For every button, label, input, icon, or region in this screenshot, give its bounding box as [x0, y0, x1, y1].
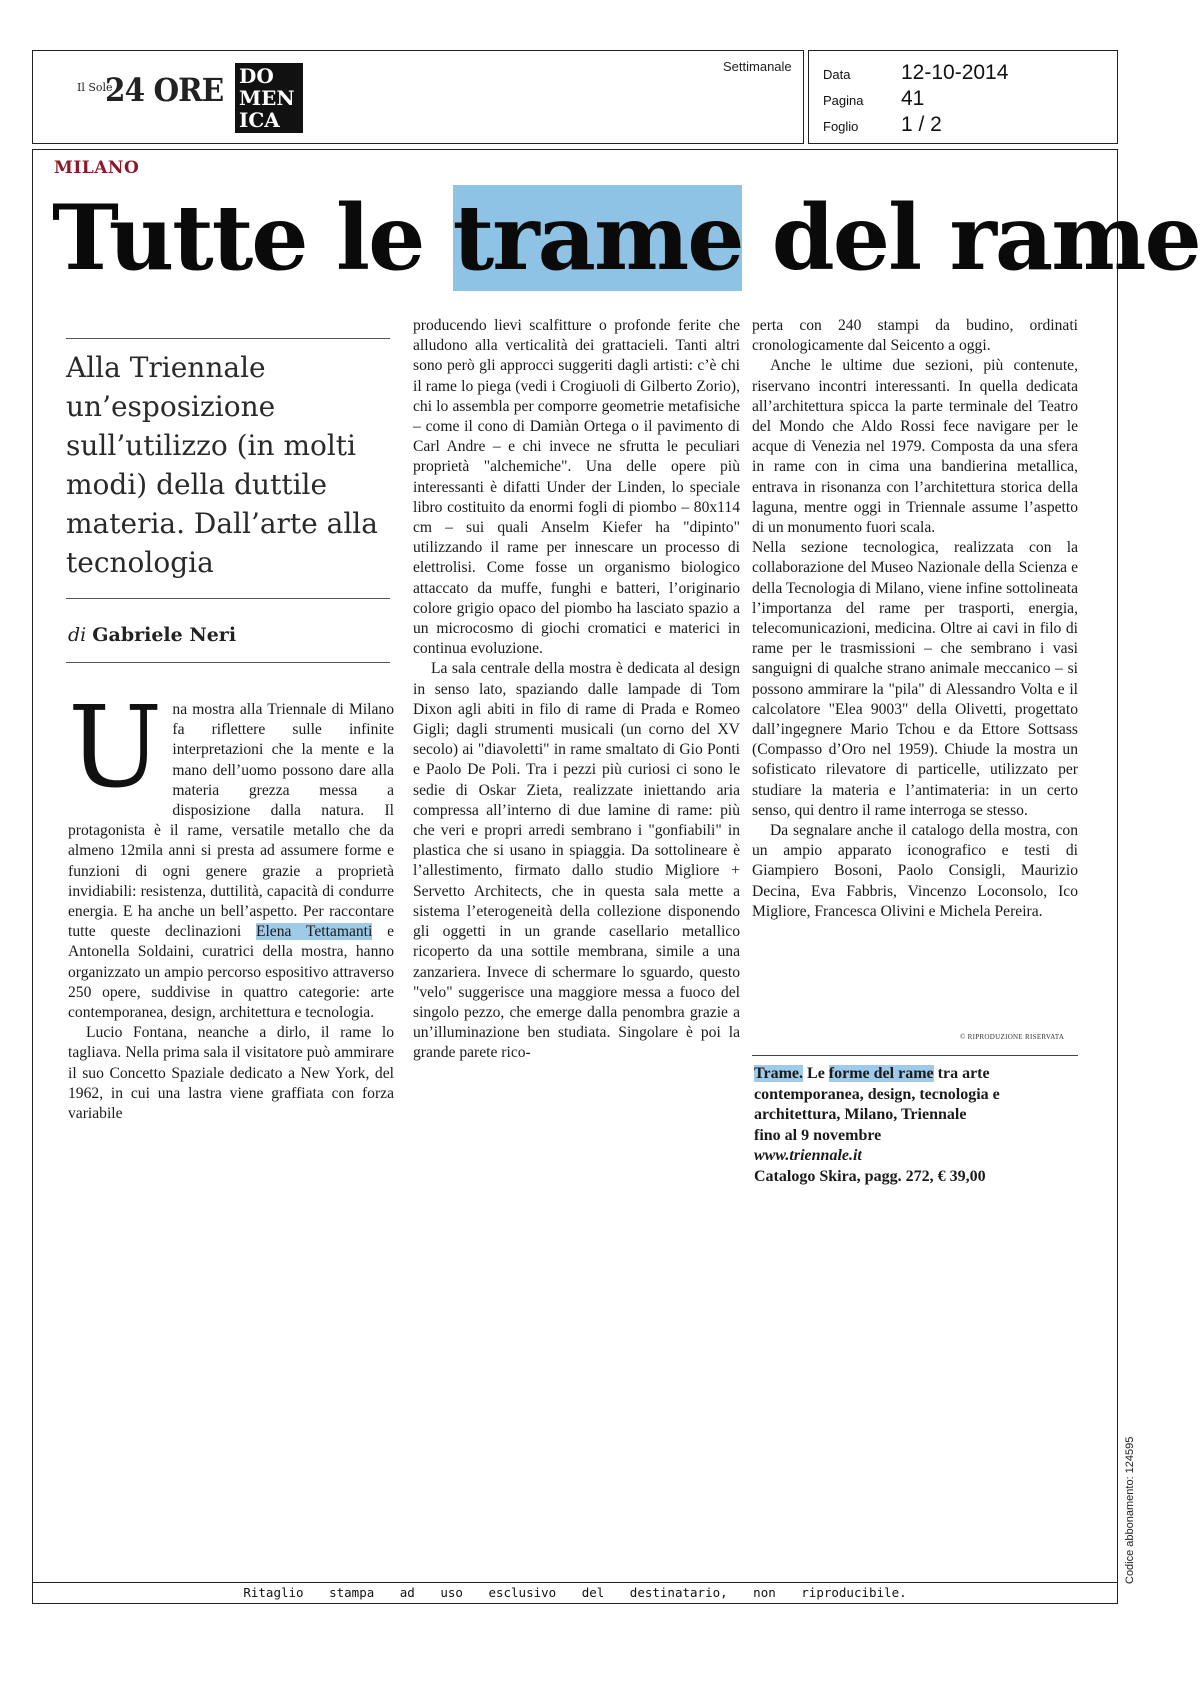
- headline-part: del rame: [742, 185, 1200, 291]
- info-text: tra arte contemporanea, design, tecnologia e architettura, Milano, Triennale: [754, 1065, 1000, 1123]
- paragraph: [68, 683, 394, 1023]
- paragraph: producendo lievi scalfitture o profonde ferite che alludono alla verticalità dei grattacieli. Tanti altri sono però gli approcci suggeriti dagli artisti: c’è chi il rame lo piega (vedi i Crogiuoli di Gilberto Zorio), chi lo assembla per comporre geometrie metafisiche – come il cono di Damiàn Ortega o il pavimento di Carl Andre – e chi invece ne sfrutta le peculiari proprietà "alchemiche". Una delle opere più interessanti è difatti Under der Linden, lo speciale libro costituito da enormi fogli di piombo – 80x114 cm – sui quali Anselm Kiefer ha "dipinto" utilizzando il rame per innescare un processo di elettrolisi. Come fosse un organismo biologico attaccato da muffe, funghi e batteri, l’originario colore grigio opaco del piombo ha lasciato spazio a un microcosmo di giochi cromatici e materici in continua evoluzione.: [413, 317, 740, 658]
- paragraph: Nella sezione tecnologica, realizzata con la collaborazione del Museo Nazionale della Scienza e della Tecnologia di Milano, viene infine sottolineata l’importanza del rame per trasporti, energia, telecomunicazioni, medicina. Oltre ai cavi in filo di rame per le trasmissioni – che sembrano i vasi sanguigni di qualche strano animale meccanico – si possono ammirare la "pila" di Alessandro Volta e il calcolatore "Elea 9003" della Olivetti, progettato dall’ingegnere Mario Tchou e da Ettore Sottsass (Compasso d’Oro nel 1959). Chiude la mostra un sofisticato rilevatore di particelle, utilizzato per studiare la materia e l’antimateria: in un certo senso, qui dentro il rame interroga se stesso.: [752, 539, 1078, 819]
- exhibition-info: [754, 1064, 1084, 1187]
- paragraph: La sala centrale della mostra è dedicata al design in senso lato, spaziando dalle lampade di Tom Dixon agli abiti in filo di rame di Prada e Romeo Gigli; dagli strumenti musicali (un corno del XV secolo) ai "diavoletti" in rame smaltato di Gio Ponti e Paolo De Poli. Tra i pezzi più curiosi ci sono le sedie di Oskar Zieta, realizzate iniettando aria compressa all’interno di due lamine di rame: più che veri e propri arredi sembrano i "gonfiabili" in plastica che si usano in spiaggia. Da sottolineare è l’allestimento, firmato dallo studio Migliore + Servetto Architects, che in questa sala mette a sistema l’eterogeneità della collezione disponendo gli oggetti in un grande casellario metallico ricoperto da una sottile membrana, simile a una zanzariera. Invece di schermare lo sguardo, questo "velo" suggerisce una maggiore messa a fuoco del singolo pezzo, che emerge dalla penombra grazie a un’illuminazione ben studiata. Singolare è poi la grande parete rico-: [413, 660, 740, 1062]
- article-column-3: [752, 316, 1078, 922]
- info-title: [754, 1064, 1084, 1126]
- info-title-highlight: Trame.: [754, 1065, 804, 1082]
- byline-prefix: di: [68, 624, 87, 646]
- article-column-1: [68, 683, 394, 1124]
- highlighted-name: Elena Tettamanti: [255, 923, 373, 941]
- clipping-meta-box: [808, 50, 1118, 144]
- masthead-box: [32, 50, 804, 144]
- logo-domenica-line: MEN: [239, 86, 295, 110]
- paragraph: Anche le ultime due sezioni, più contenute, riservano incontri interessanti. In quella dedicata all’architettura spicca la parte terminale del Teatro del Mondo che Aldo Rossi fece navigare per le acque di Venezia nel 1979. Composta da una sfera in rame con in cima una bandierina metallica, entrava in risonanza con l’architettura storica della laguna, mentre oggi in Triennale assume l’aspetto di un monumento fuori scala.: [752, 357, 1078, 537]
- subscription-code: Codice abbonamento: 124595: [1124, 1436, 1136, 1584]
- info-box-rule: [752, 1055, 1078, 1056]
- meta-label: Foglio: [823, 119, 859, 134]
- meta-label: Pagina: [823, 93, 864, 108]
- info-forme-highlight: forme del rame: [828, 1065, 934, 1082]
- info-url: www.triennale.it: [754, 1147, 862, 1164]
- subhead-rule-bottom: [66, 598, 390, 599]
- headline: [52, 183, 1200, 293]
- byline-author: Gabriele Neri: [92, 624, 237, 646]
- headline-part: Tutte le: [52, 185, 453, 291]
- paragraph: perta con 240 stampi da budino, ordinati cronologicamente dal Seicento a oggi.: [752, 317, 1078, 355]
- meta-label: Data: [823, 67, 851, 82]
- footer-notice: Ritaglio stampa ad uso esclusivo del destinatario, non riproducibile.: [32, 1582, 1118, 1604]
- meta-value-sheet: 1 / 2: [901, 113, 942, 136]
- paragraph: Lucio Fontana, neanche a dirlo, il rame lo tagliava. Nella prima sala il visitatore può ammirare il suo Concetto Spaziale dedicato a New York, del 1962, in cui una lastra viene graffiata con forza variabile: [68, 1024, 394, 1123]
- subheadline: Alla Triennale un’esposizione sull’utilizzo (in molti modi) della duttile materia. Dall’arte alla tecnologia: [66, 351, 378, 579]
- paragraph: Da segnalare anche il catalogo della mostra, con un ampio apparato iconografico e testi di Giampiero Bosoni, Paolo Consigli, Maurizio Decina, Eva Fabbris, Vincenzo Loconsolo, Ico Migliore, Francesca Olivini e Michela Pereira.: [752, 822, 1078, 920]
- byline: [68, 624, 236, 646]
- paragraph-text: na mostra alla Triennale di Milano fa riflettere sulle infinite interpretazioni che la mente e la mano dell’uomo possono dare alla materia grezza messa a disposizione dalla natura. Il protagonista è il rame, versatile metallo che da almeno 12mila anni si presta ad assumere forme e funzioni di ogni genere grazie a proprietà invidiabili: resistenza, duttilità, capacità di condurre energia. E ha anche un bell’aspetto. Per raccontare tutte queste declinazioni: [68, 701, 394, 941]
- info-text: Le: [803, 1065, 829, 1082]
- headline-highlight: trame: [452, 185, 743, 291]
- frequency-label: Settimanale: [723, 59, 792, 74]
- info-catalog: Catalogo Skira, pagg. 272, € 39,00: [754, 1167, 986, 1185]
- logo-domenica: [235, 63, 303, 133]
- info-dates: fino al 9 novembre: [754, 1126, 882, 1144]
- logo-24-ore: 24 ORE: [105, 71, 224, 109]
- byline-rule: [66, 662, 390, 663]
- logo-domenica-line: ICA: [239, 108, 280, 132]
- drop-cap: U: [68, 683, 163, 813]
- meta-value-page: 41: [901, 87, 925, 110]
- logo-domenica-line: DO: [239, 64, 274, 88]
- article-column-2: [413, 316, 740, 1064]
- meta-value-date: 12-10-2014: [901, 61, 1009, 84]
- rights-notice: © RIPRODUZIONE RISERVATA: [960, 1033, 1065, 1041]
- subhead-rule-top: [66, 338, 390, 339]
- section-label: MILANO: [54, 158, 140, 178]
- paragraph-text: e Antonella Soldaini, curatrici della mostra, hanno organizzato un ampio percorso espositivo attraverso 250 opere, suddivise in quattro categorie: arte contemporanea, design, architettura e tecnologia.: [68, 923, 394, 1022]
- logo-il-sole: Il Sole: [77, 81, 113, 94]
